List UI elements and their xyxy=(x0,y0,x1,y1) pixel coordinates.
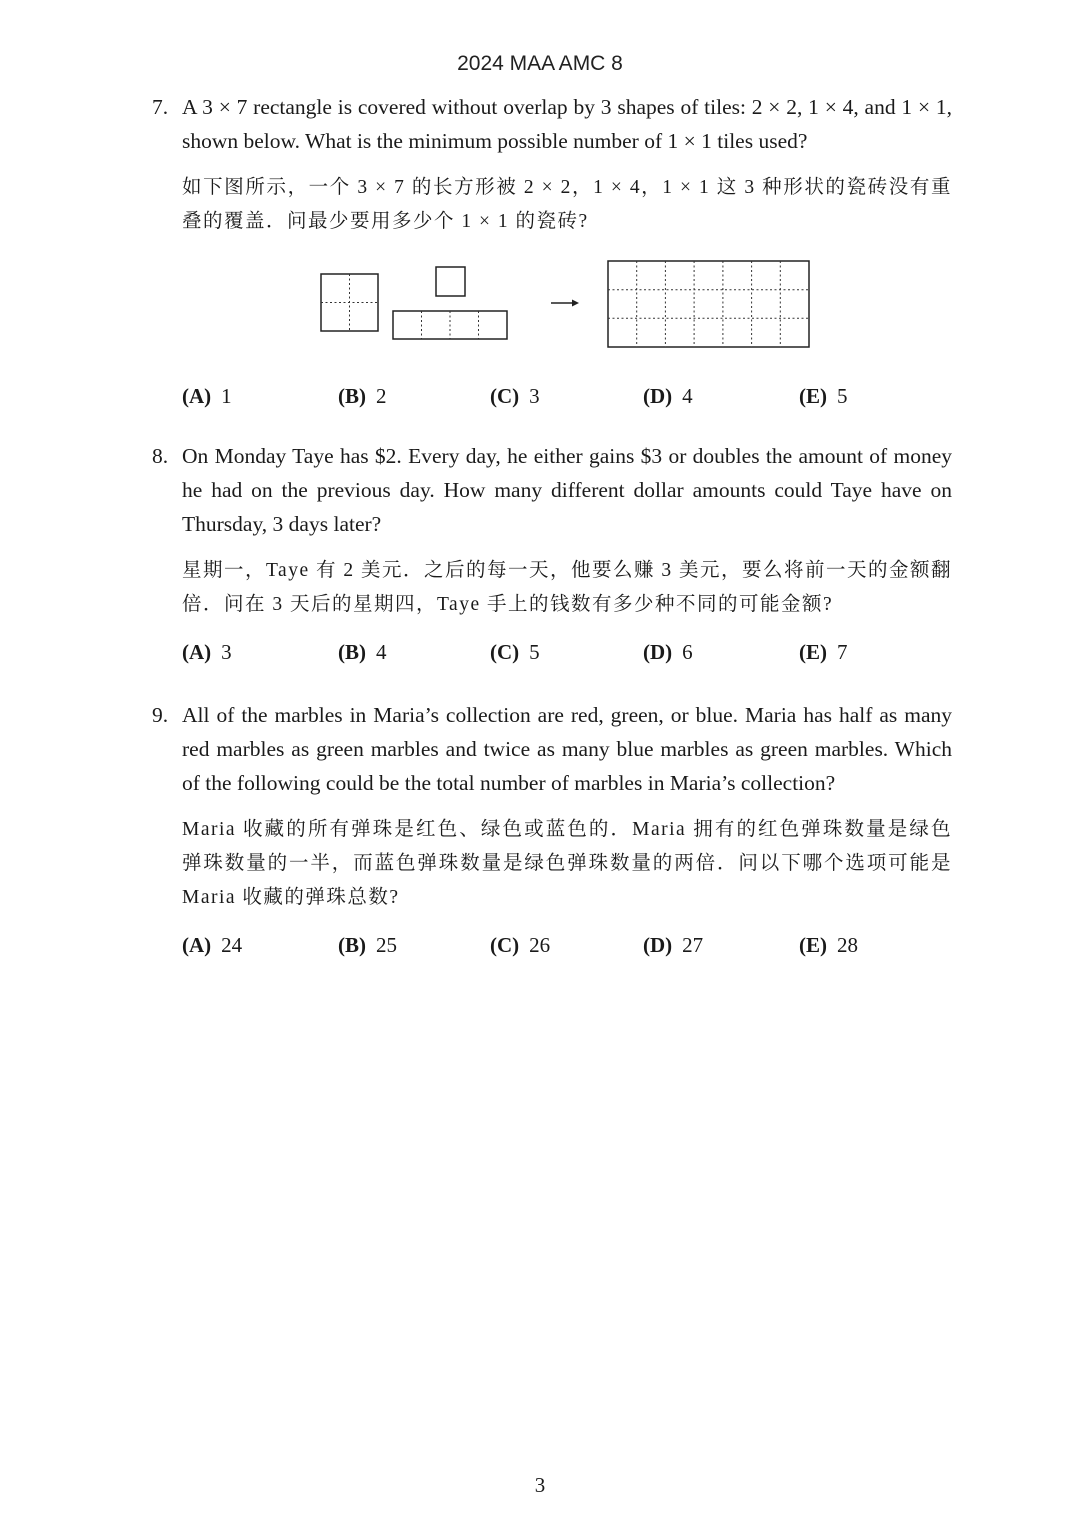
tiles-figure xyxy=(300,255,820,355)
choice-e[interactable]: (E) 28 xyxy=(799,933,858,957)
answer-choices xyxy=(182,379,952,413)
problem-number: 7. xyxy=(152,95,169,119)
problem-8 xyxy=(152,439,952,669)
choice-c[interactable]: (C) 3 xyxy=(490,384,540,408)
choice-c[interactable]: (C) 5 xyxy=(490,640,540,664)
page-header: 2024 MAA AMC 8 xyxy=(457,52,623,75)
arrow-icon xyxy=(551,300,579,307)
problem-text-zh: 星期一，Taye 有 2 美元．之后的每一天，他要么赚 3 美元，要么将前一天的金额翻倍．问在 3 天后的星期四，Taye 手上的钱数有多少种不同的可能金额? xyxy=(182,560,952,615)
problem-text-zh: 如下图所示，一个 3 × 7 的长方形被 2 × 2，1 × 4，1 × 1 这 3 种形状的瓷砖没有重叠的覆盖．问最少要用多少个 1 × 1 的瓷砖? xyxy=(182,177,952,232)
tile-1x4 xyxy=(393,311,507,339)
answer-choices xyxy=(182,928,952,962)
answer-choices xyxy=(182,635,952,669)
problem-text-en: A 3 × 7 rectangle is covered without overlap by 3 shapes of tiles: 2 × 2, 1 × 4, and 1 × 1, shown below. What is the minimum possible number of 1 × 1 tiles used? xyxy=(182,95,952,153)
rectangle-3x7 xyxy=(608,261,809,347)
choice-b[interactable]: (B) 25 xyxy=(338,933,397,957)
problem-7 xyxy=(152,90,952,239)
choice-c[interactable]: (C) 26 xyxy=(490,933,551,957)
choice-a[interactable]: (A) 24 xyxy=(182,933,243,957)
choice-e[interactable]: (E) 7 xyxy=(799,640,848,664)
choice-a[interactable]: (A) 3 xyxy=(182,640,232,664)
choice-d[interactable]: (D) 27 xyxy=(643,933,704,957)
choice-d[interactable]: (D) 4 xyxy=(643,384,693,408)
choice-b[interactable]: (B) 2 xyxy=(338,384,387,408)
choice-e[interactable]: (E) 5 xyxy=(799,384,848,408)
problem-7-choices xyxy=(152,379,952,413)
tile-2x2 xyxy=(321,274,378,331)
page-number: 3 xyxy=(534,1473,546,1497)
choice-a[interactable]: (A) 1 xyxy=(182,384,232,408)
choice-d[interactable]: (D) 6 xyxy=(643,640,693,664)
choice-b[interactable]: (B) 4 xyxy=(338,640,387,664)
problem-number: 9. xyxy=(152,703,169,727)
problem-text-zh: Maria 收藏的所有弹珠是红色、绿色或蓝色的．Maria 拥有的红色弹珠数量是绿色弹珠数量的一半，而蓝色弹珠数量是绿色弹珠数量的两倍．问以下哪个选项可能是 Maria 收藏的弹珠总数? xyxy=(182,819,952,908)
problem-9 xyxy=(152,698,952,962)
problem-text-en: On Monday Taye has $2. Every day, he either gains $3 or doubles the amount of money he had on the previous day. How many different dollar amounts could Taye have on Thursday, 3 days later? xyxy=(182,444,952,536)
problem-text-en: All of the marbles in Maria’s collection are red, green, or blue. Maria has half as many red marbles as green marbles and twice as many blue marbles as green marbles. Which of the following could be the total number of marbles in Maria’s collection? xyxy=(182,703,952,795)
tile-1x1 xyxy=(436,267,465,296)
problem-number: 8. xyxy=(152,444,169,468)
